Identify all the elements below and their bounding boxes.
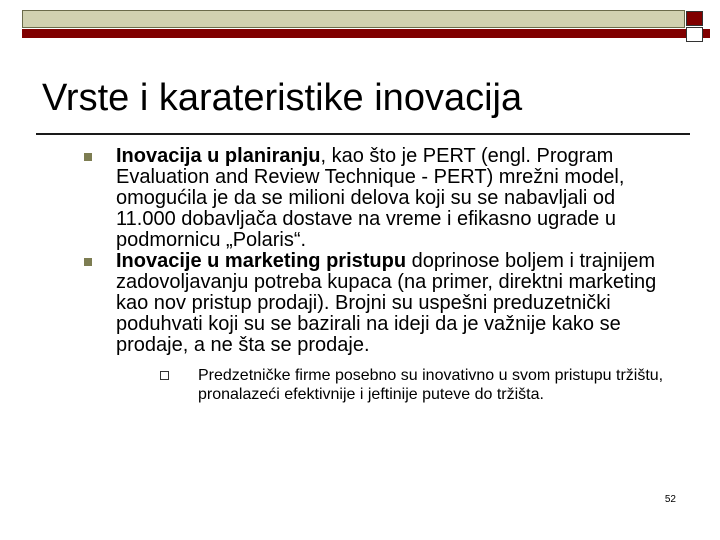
- square-bullet-icon: [84, 258, 92, 266]
- slide-title: Vrste i karateristike inovacija: [42, 77, 523, 119]
- bullet-text: doprinose boljem i trajnijem zadovoljavanju potreba kupaca (na primer, direktni marketing kao nov pristup prodaji). Brojni su uspešni preduzetnički poduhvati koji su se bazirali na ideji da je važnije kako se prodaje, a ne šta se prodaje.: [116, 250, 657, 356]
- bullet-item-marketing: [50, 251, 680, 404]
- bullet-text: , kao što je PERT (engl. Program Evaluation and Review Technique - PERT) mrežni model, omogućila je da se milioni delova koji su se nabavljali od 11.000 dobavljača dostave na vreme i efikasno ugrade u podmornicu „Polaris“.: [116, 145, 625, 251]
- sub-bullet-text: Predzetničke firme posebno su inovativno u svom pristupu tržištu, pronalazeći efektivnije i jeftinije puteve do tržišta.: [198, 367, 664, 403]
- bullet-lead: Inovacije u marketing pristupu: [116, 250, 407, 272]
- hollow-square-bullet-icon: [160, 371, 169, 380]
- header-band: [22, 10, 685, 28]
- header-accent-line: [22, 29, 710, 38]
- bullet-item-planning: [50, 146, 680, 251]
- slide-number: 52: [664, 494, 676, 505]
- decorative-square-outline: [686, 27, 703, 42]
- title-underline: [36, 133, 690, 135]
- decorative-square-filled: [686, 11, 703, 26]
- bullet-list: [50, 146, 680, 404]
- square-bullet-icon: [84, 153, 92, 161]
- bullet-lead: Inovacija u planiranju: [116, 145, 321, 167]
- sub-bullet-item: [150, 366, 680, 404]
